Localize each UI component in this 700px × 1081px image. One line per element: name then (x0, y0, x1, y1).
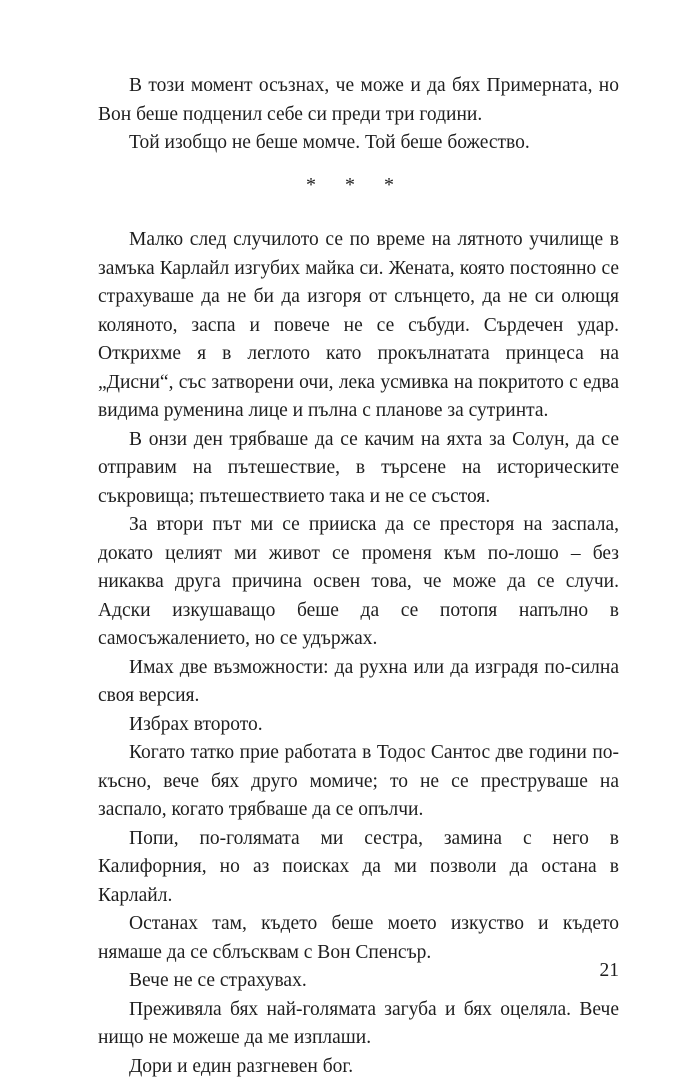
paragraph: Когато татко прие работата в Тодос Сантос две години по-късно, вече бях друго момиче; то не се преструваше на заспало, когато трябваше да се опълчи. (98, 739, 619, 825)
section-break: * * * (0, 174, 700, 197)
paragraph: Той изобщо не беше момче. Той беше божество. (98, 129, 619, 158)
paragraph: Останах там, където беше моето изкуство и където нямаше да се сблъсквам с Вон Спенсър. (98, 910, 619, 967)
paragraph: Вече не се страхувах. (98, 967, 619, 996)
paragraph: В онзи ден трябваше да се качим на яхта за Солун, да се отправим на пътешествие, в търсене на историческите съкровища; пътешествието така и не се състоя. (98, 426, 619, 512)
paragraph: За втори път ми се прииска да се престоря на заспала, докато целият ми живот се променя към по-лошо – без никаква друга причина освен това, че може да се случи. Адски изкушаващо беше да се потопя напълно в самосъжалението, но се удържах. (98, 511, 619, 654)
paragraph: Дори и един разгневен бог. (98, 1053, 619, 1081)
paragraph: Имах две възможности: да рухна или да изградя по-силна своя версия. (98, 654, 619, 711)
text-section-after-break (98, 226, 619, 1081)
text-section-before-break (98, 72, 619, 158)
page-number: 21 (600, 960, 620, 982)
paragraph: Попи, по-голямата ми сестра, замина с него в Калифорния, но аз поисках да ми позволи да остана в Карлайл. (98, 825, 619, 911)
paragraph: Избрах второто. (98, 711, 619, 740)
paragraph: Малко след случилото се по време на лятното училище в замъка Карлайл изгубих майка си. Жената, която постоянно се страхуваше да не би да изгоря от слънцето, да не си олющя коляното, заспа и повече не се събуди. Сърдечен удар. Открихме я в леглото като прокълнатата принцеса на „Дисни“, със затворени очи, лека усмивка на покритото с едва видима руменина лице и пълна с планове за сутринта. (98, 226, 619, 426)
paragraph: В този момент осъзнах, че може и да бях Примерната, но Вон беше подценил себе си преди три години. (98, 72, 619, 129)
paragraph: Преживяла бях най-голямата загуба и бях оцеляла. Вече нищо не можеше да ме изплаши. (98, 996, 619, 1053)
